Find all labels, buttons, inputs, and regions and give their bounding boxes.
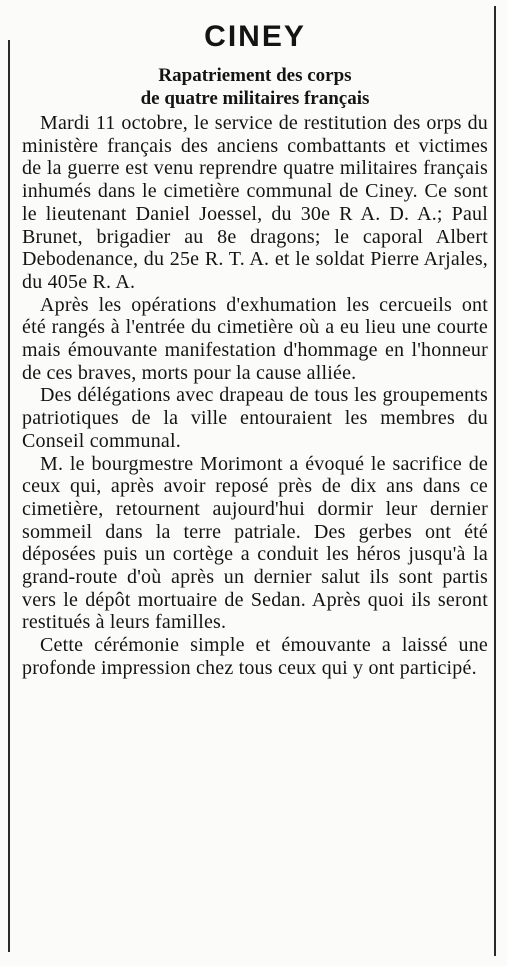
article-paragraph-2: Après les opérations d'exhumation les cercueils ont été rangés à l'entrée du cimetière où a eu lieu une courte mais émouvante manifestation d'hommage en l'honneur de ces braves, morts pour la cause alliée. xyxy=(22,293,488,384)
article-paragraph-3: Des délégations avec drapeau de tous les groupements patriotiques de la ville entouraient les membres du Conseil communal. xyxy=(22,384,488,452)
article-title: CINEY xyxy=(204,20,306,53)
column-rule-left xyxy=(8,40,10,952)
article xyxy=(22,18,488,680)
article-subtitle-line-1: Rapatriement des corps xyxy=(158,65,352,86)
article-paragraph-5: Cette cérémonie simple et émouvante a laissé une profonde impression chez tous ceux qui y ont participé. xyxy=(22,634,488,679)
article-paragraph-1: Mardi 11 octobre, le service de restitution des orps du ministère français des anciens combattants et victimes de la guerre est venu reprendre quatre militaires français inhumés dans le cimetière communal de Ciney. Ce sont le lieutenant Daniel Joessel, du 30e R A. D. A.; Paul Brunet, brigadier au 8e dragons; le caporal Albert Debodenance, du 25e R. T. A. et le soldat Pierre Arjales, du 405e R. A. xyxy=(22,112,488,293)
column-rule-right xyxy=(494,6,496,956)
article-subtitle-line-2: de quatre militaires français xyxy=(140,88,370,109)
article-paragraph-4: M. le bourgmestre Morimont a évoqué le sacrifice de ceux qui, après avoir reposé près de dix ans dans ce cimetière, retournent aujourd'hui dormir leur dernier sommeil dans la terre patriale. Des gerbes ont été déposées puis un cortège a conduit les héros jusqu'à la grand-route d'où après un dernier salut ils sont partis vers le dépôt mortuaire de Sedan. Après quoi ils seront restitués à leurs familles. xyxy=(22,452,488,634)
